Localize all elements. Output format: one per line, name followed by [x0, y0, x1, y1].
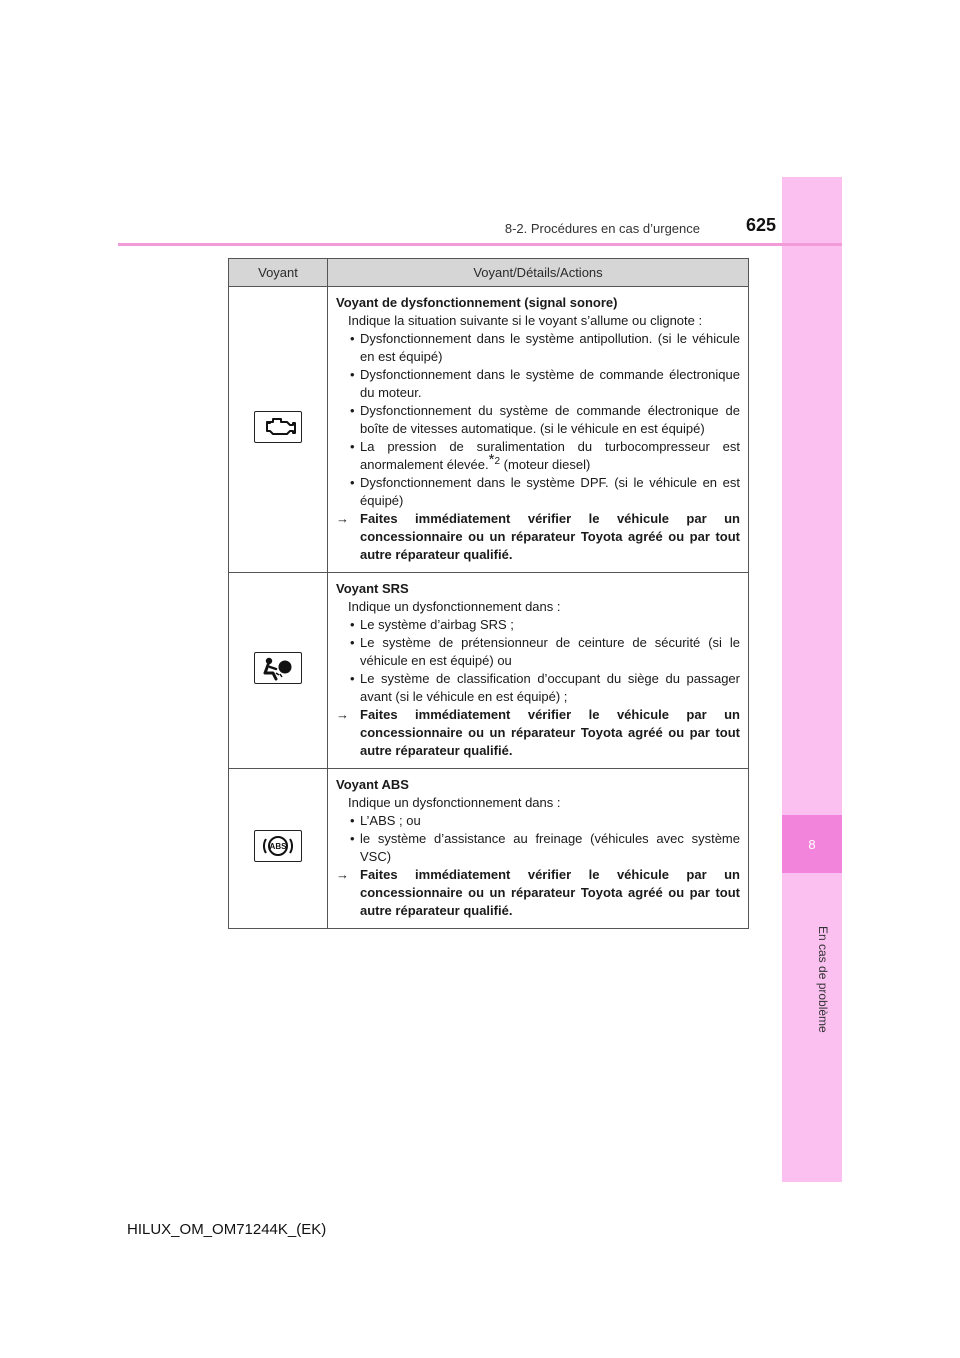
list-item: • Dysfonctionnement dans le système DPF. (si le véhicule en est équipé) — [348, 474, 740, 510]
details-cell — [328, 573, 749, 769]
item-title: Voyant ABS — [336, 777, 409, 792]
action-instruction — [336, 706, 740, 760]
icon-cell — [229, 287, 328, 573]
action-text: Faites immédiatement vérifier le véhicule par un concessionnaire ou un réparateur Toyota agréé ou par tout autre réparateur qualifié. — [360, 707, 740, 758]
page-number: 625 — [745, 215, 776, 235]
list-item: • L’ABS ; ou — [348, 812, 740, 830]
abs-icon — [254, 830, 302, 862]
item-description: Indique un dysfonctionnement dans : — [348, 795, 561, 810]
chapter-side-tab — [782, 177, 842, 1182]
action-text: Faites immédiatement vérifier le véhicule par un concessionnaire ou un réparateur Toyota agréé ou par tout autre réparateur qualifié. — [360, 867, 740, 918]
section-title: 8-2. Procédures en cas d’urgence — [504, 221, 700, 236]
chapter-label: En cas de problème — [816, 925, 830, 1033]
list-item: • Le système de classification d’occupant du siège du passager avant (si le véhicule en est équipé) ; — [348, 670, 740, 706]
bullet-list — [336, 330, 740, 510]
document-id: HILUX_OM_OM71244K_(EK) — [127, 1221, 327, 1238]
arrow-icon: → — [336, 707, 349, 722]
action-instruction — [336, 866, 740, 920]
column-header-details: Voyant/Détails/Actions — [328, 259, 749, 287]
arrow-icon: → — [336, 511, 349, 526]
table-row — [229, 769, 749, 929]
footnote-suffix: (moteur diesel) — [500, 457, 591, 472]
list-item — [348, 438, 740, 474]
action-text: Faites immédiatement vérifier le véhicule par un concessionnaire ou un réparateur Toyota agréé ou par tout autre réparateur qualifié. — [360, 511, 740, 562]
arrow-icon: → — [336, 867, 349, 882]
table-header-row — [229, 259, 749, 287]
details-cell — [328, 769, 749, 929]
list-item: • Dysfonctionnement du système de commande électronique de boîte de vitesses automatique. (si le véhicule en est équipé) — [348, 402, 740, 438]
item-title: Voyant SRS — [336, 581, 409, 596]
header-divider — [118, 243, 842, 246]
action-instruction — [336, 510, 740, 564]
details-cell — [328, 287, 749, 573]
list-item: • le système d’assistance au freinage (véhicules avec système VSC) — [348, 830, 740, 866]
icon-cell — [229, 769, 328, 929]
list-item: • Le système de prétensionneur de ceinture de sécurité (si le véhicule en est équipé) ou — [348, 634, 740, 670]
chapter-number: 8 — [782, 815, 842, 873]
engine-check-icon — [254, 411, 302, 443]
svg-text:ABS: ABS — [269, 842, 287, 851]
item-description: Indique un dysfonctionnement dans : — [348, 599, 561, 614]
list-item: • Le système d’airbag SRS ; — [348, 616, 740, 634]
bullet-list — [336, 812, 740, 866]
warning-lights-table — [228, 258, 749, 929]
item-description: Indique la situation suivante si le voyant s’allume ou clignote : — [348, 313, 703, 328]
icon-cell — [229, 573, 328, 769]
airbag-srs-icon — [254, 652, 302, 684]
table-row — [229, 573, 749, 769]
table-row — [229, 287, 749, 573]
column-header-icon: Voyant — [229, 259, 328, 287]
list-item-text: La pression de suralimentation du turbocompresseur est anormalement élevée. — [360, 439, 740, 472]
footnote-mark: *2 — [488, 450, 501, 468]
list-item: • Dysfonctionnement dans le système de commande électronique du moteur. — [348, 366, 740, 402]
bullet-list — [336, 616, 740, 706]
list-item: • Dysfonctionnement dans le système antipollution. (si le véhicule en est équipé) — [348, 330, 740, 366]
item-title: Voyant de dysfonctionnement (signal sonore) — [336, 295, 618, 310]
